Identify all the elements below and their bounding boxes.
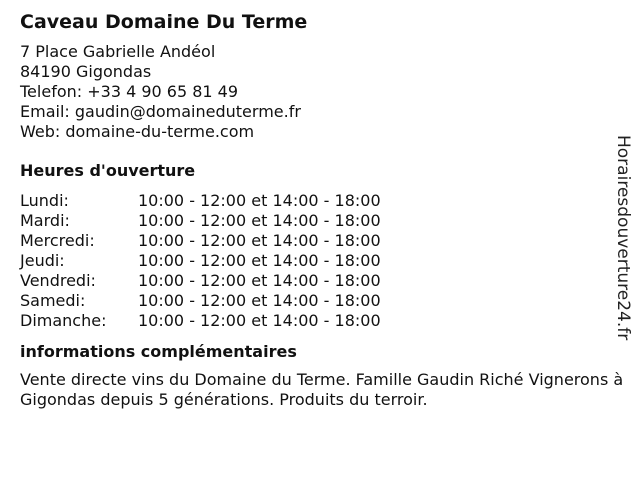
- email-line: Email: gaudin@domaineduterme.fr: [20, 102, 301, 121]
- address-street: 7 Place Gabrielle Andéol: [20, 42, 216, 61]
- hours-row-sunday: [20, 311, 620, 331]
- hours-row-thursday: [20, 251, 620, 271]
- time-range: 10:00 - 12:00 et 14:00 - 18:00: [138, 231, 381, 250]
- day-label: Jeudi:: [20, 251, 65, 270]
- time-range: 10:00 - 12:00 et 14:00 - 18:00: [138, 211, 381, 230]
- site-brand-text: Horairesdouverture24.fr: [613, 135, 633, 341]
- site-brand-vertical: [608, 135, 638, 375]
- time-range: 10:00 - 12:00 et 14:00 - 18:00: [138, 311, 381, 330]
- hours-row-monday: [20, 191, 620, 211]
- info-description: Vente directe vins du Domaine du Terme. Famille Gaudin Riché Vignerons à Gigondas depuis 5 générations. Produits du terroir.: [20, 370, 624, 409]
- day-label: Mercredi:: [20, 231, 95, 250]
- hours-row-tuesday: [20, 211, 620, 231]
- time-range: 10:00 - 12:00 et 14:00 - 18:00: [138, 271, 381, 290]
- day-label: Lundi:: [20, 191, 69, 210]
- hours-row-saturday: [20, 291, 620, 311]
- phone-line: Telefon: +33 4 90 65 81 49: [20, 82, 239, 101]
- hours-row-wednesday: [20, 231, 620, 251]
- hours-heading: Heures d'ouverture: [20, 161, 196, 180]
- business-name: Caveau Domaine Du Terme: [20, 11, 308, 33]
- time-range: 10:00 - 12:00 et 14:00 - 18:00: [138, 191, 381, 210]
- time-range: 10:00 - 12:00 et 14:00 - 18:00: [138, 291, 381, 310]
- day-label: Samedi:: [20, 291, 86, 310]
- web-line: Web: domaine-du-terme.com: [20, 122, 255, 141]
- address-postal-city: 84190 Gigondas: [20, 62, 152, 81]
- day-label: Dimanche:: [20, 311, 107, 330]
- time-range: 10:00 - 12:00 et 14:00 - 18:00: [138, 251, 381, 270]
- hours-row-friday: [20, 271, 620, 291]
- hours-table: [20, 191, 620, 331]
- day-label: Vendredi:: [20, 271, 96, 290]
- day-label: Mardi:: [20, 211, 70, 230]
- info-heading: informations complémentaires: [20, 342, 297, 361]
